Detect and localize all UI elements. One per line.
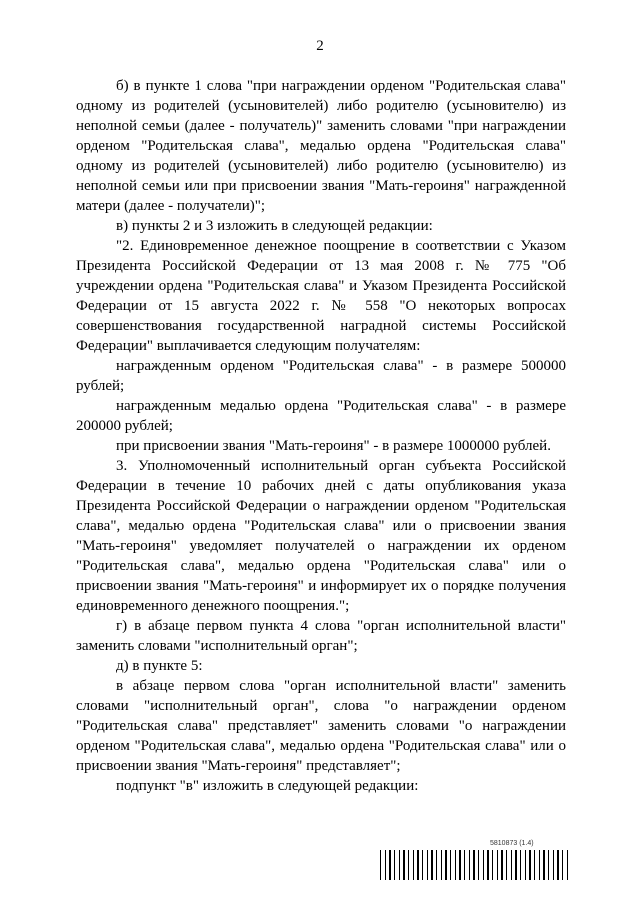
paragraph: 3. Уполномоченный исполнительный орган субъекта Российской Федерации в течение 10 рабочих дней с даты опубликования указа Президента Российской Федерации о награждении орденом "Родительская слава", медалью ордена "Родительская слава" или о присвоении звания "Мать-героиня" уведомляет получателей о награждении их орденом "Родительская слава", медалью ордена "Родительская слава" или о присвоении звания "Мать-героиня" и информирует их о порядке получения единовременного денежного поощрения.";: [76, 458, 566, 614]
paragraph: подпункт "в" изложить в следующей редакции:: [116, 778, 419, 794]
paragraph: д) в пункте 5:: [116, 658, 203, 674]
paragraph: награжденным медалью ордена "Родительская слава" - в размере 200000 рублей;: [76, 398, 566, 434]
paragraph: в абзаце первом слова "орган исполнительной власти" заменить словами "исполнительный орган", слова "о награждении орденом "Родительская слава" представляет" заменить словами "о награждении орденом "Родительская слава", медалью ордена "Родительская слава" или о присвоении звания "Мать-героиня" представляет";: [76, 678, 566, 774]
page-number: 2: [316, 38, 324, 54]
paragraph: награжденным орденом "Родительская слава" - в размере 500000 рублей;: [76, 358, 566, 394]
paragraph: в) пункты 2 и 3 изложить в следующей редакции:: [116, 218, 433, 234]
paragraph: "2. Единовременное денежное поощрение в соответствии с Указом Президента Российской Федерации от 13 мая 2008 г. № 775 "Об учреждении ордена "Родительская слава" и Указом Президента Российской Федерации от 15 августа 2022 г. № 558 "О некоторых вопросах совершенствования государственной наградной системы Российской Федерации" выплачивается следующим получателям:: [76, 238, 566, 354]
paragraph: б) в пункте 1 слова "при награждении орденом "Родительская слава" одному из родителей (усыновителей) либо родителю (усыновителю) из неполной семьи (далее - получатель)" заменить словами "при награждении орденом "Родительская слава", медалью ордена "Родительская слава" одному из родителей (усыновителей) либо родителю (усыновителю) из неполной семьи или при присвоении звания "Мать-героиня" награжденной матери (далее - получатели)";: [76, 78, 566, 214]
paragraph: г) в абзаце первом пункта 4 слова "орган исполнительной власти" заменить словами "исполнительный орган";: [76, 618, 566, 654]
barcode: [380, 850, 570, 880]
paragraph: при присвоении звания "Мать-героиня" - в размере 1000000 рублей.: [116, 438, 551, 454]
document-body: [76, 76, 566, 796]
document-code: 5810873 (1.4): [490, 840, 534, 847]
